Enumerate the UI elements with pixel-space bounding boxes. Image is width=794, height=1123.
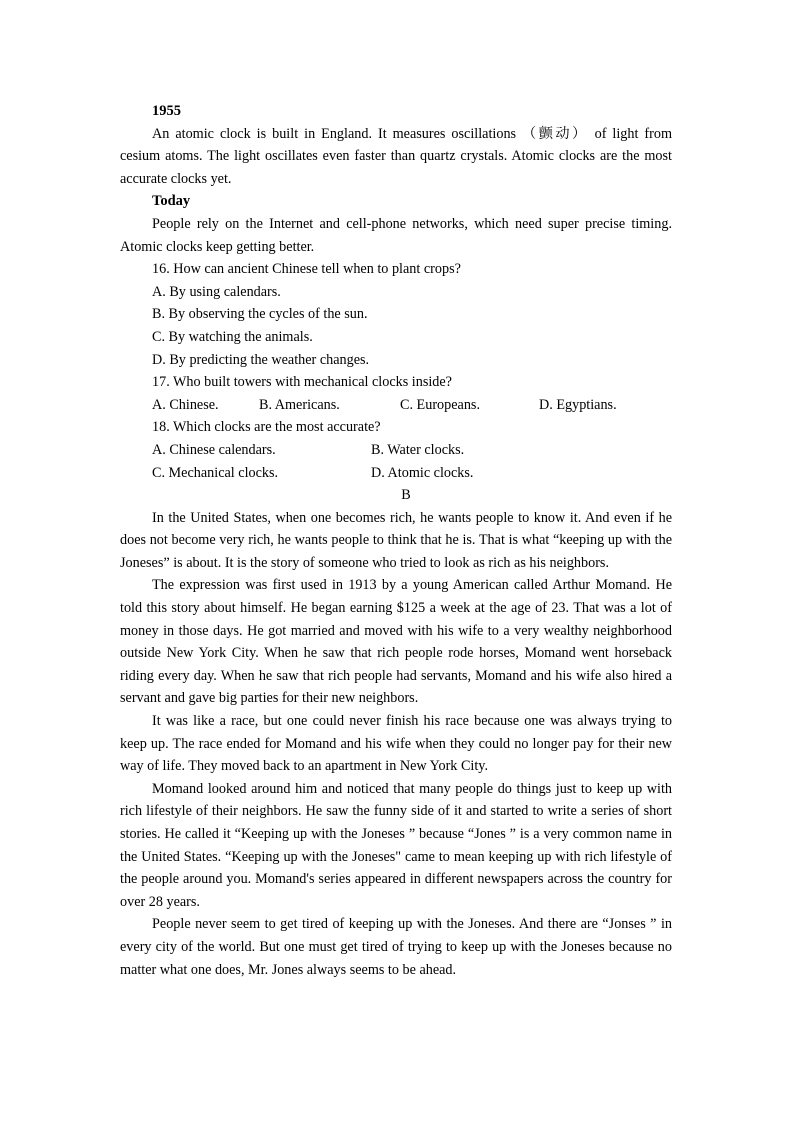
passage-b-paragraph-3: It was like a race, but one could never finish his race because one was always trying to keep up. The race ended for Momand and his wife when they could no longer pay for their new way of life. They moved back to an apartment in New York City. <box>120 713 672 775</box>
question-16 <box>120 258 672 371</box>
heading-1955: 1955 <box>152 103 181 119</box>
question-17-option-d: D. Egyptians. <box>539 396 617 413</box>
question-17-stem: 17. Who built towers with mechanical clocks inside? <box>152 374 452 391</box>
document-content <box>120 100 672 981</box>
passage-b-label: B <box>401 487 411 504</box>
question-17 <box>120 371 672 416</box>
paragraph-today: People rely on the Internet and cell-phone networks, which need super precise timing. Atomic clocks keep getting better. <box>120 215 672 255</box>
passage-b-paragraph-2: The expression was first used in 1913 by a young American called Arthur Momand. He told this story about himself. He began earning $125 a week at the age of 23. That was a lot of money in those days. He got married and moved with his wife to a very wealthy neighborhood outside New York City. When he saw that rich people rode horses, Momand went horseback riding every day. When he saw that rich people had servants, Momand and his wife also hired a servant and gave big parties for their new neighbors. <box>120 577 672 707</box>
question-18-option-d: D. Atomic clocks. <box>371 464 474 481</box>
question-18-option-c: C. Mechanical clocks. <box>152 464 279 481</box>
question-18-stem: 18. Which clocks are the most accurate? <box>152 419 381 436</box>
paragraph-1955: An atomic clock is built in England. It measures oscillations （颤动） of light from cesium atoms. The light oscillates even faster than quartz crystals. Atomic clocks are the most accurate clocks yet. <box>120 125 672 187</box>
question-16-option-a: A. By using calendars. <box>152 283 281 300</box>
question-16-option-b: B. By observing the cycles of the sun. <box>152 306 368 323</box>
question-17-option-b: B. Americans. <box>259 396 340 413</box>
question-17-option-c: C. Europeans. <box>400 396 480 413</box>
passage-b-paragraph-4: Momand looked around him and noticed that many people do things just to keep up with rich lifestyle of their neighbors. He saw the funny side of it and started to write a series of short stories. He called it “Keeping up with the Joneses ” because “Jones ” is a very common name in the United States. “Keeping up with the Joneses" came to mean keeping up with rich lifestyle of the people around you. Momand's series appeared in different newspapers across the country for over 28 years. <box>120 780 672 910</box>
question-17-option-a: A. Chinese. <box>152 396 219 413</box>
question-18-option-a: A. Chinese calendars. <box>152 441 276 458</box>
passage-b-paragraph-5: People never seem to get tired of keeping up with the Joneses. And there are “Jonses ” in every city of the world. But one must get tired of trying to keep up with the Joneses because no matter what one does, Mr. Jones always seems to be ahead. <box>120 916 672 978</box>
question-18-options-row1 <box>152 439 672 462</box>
question-18-option-b: B. Water clocks. <box>371 441 465 458</box>
question-16-stem: 16. How can ancient Chinese tell when to plant crops? <box>152 261 461 278</box>
passage-b-paragraph-1: In the United States, when one becomes rich, he wants people to know it. And even if he does not become very rich, he wants people to think that he is. That is what “keeping up with the Joneses” is about. It is the story of someone who tried to look as rich as his neighbors. <box>120 509 672 571</box>
question-18 <box>120 416 672 484</box>
question-16-option-c: C. By watching the animals. <box>152 328 313 345</box>
question-18-options-row2 <box>152 462 672 485</box>
question-17-options <box>152 394 672 417</box>
question-16-option-d: D. By predicting the weather changes. <box>152 351 370 368</box>
heading-today: Today <box>152 193 191 210</box>
